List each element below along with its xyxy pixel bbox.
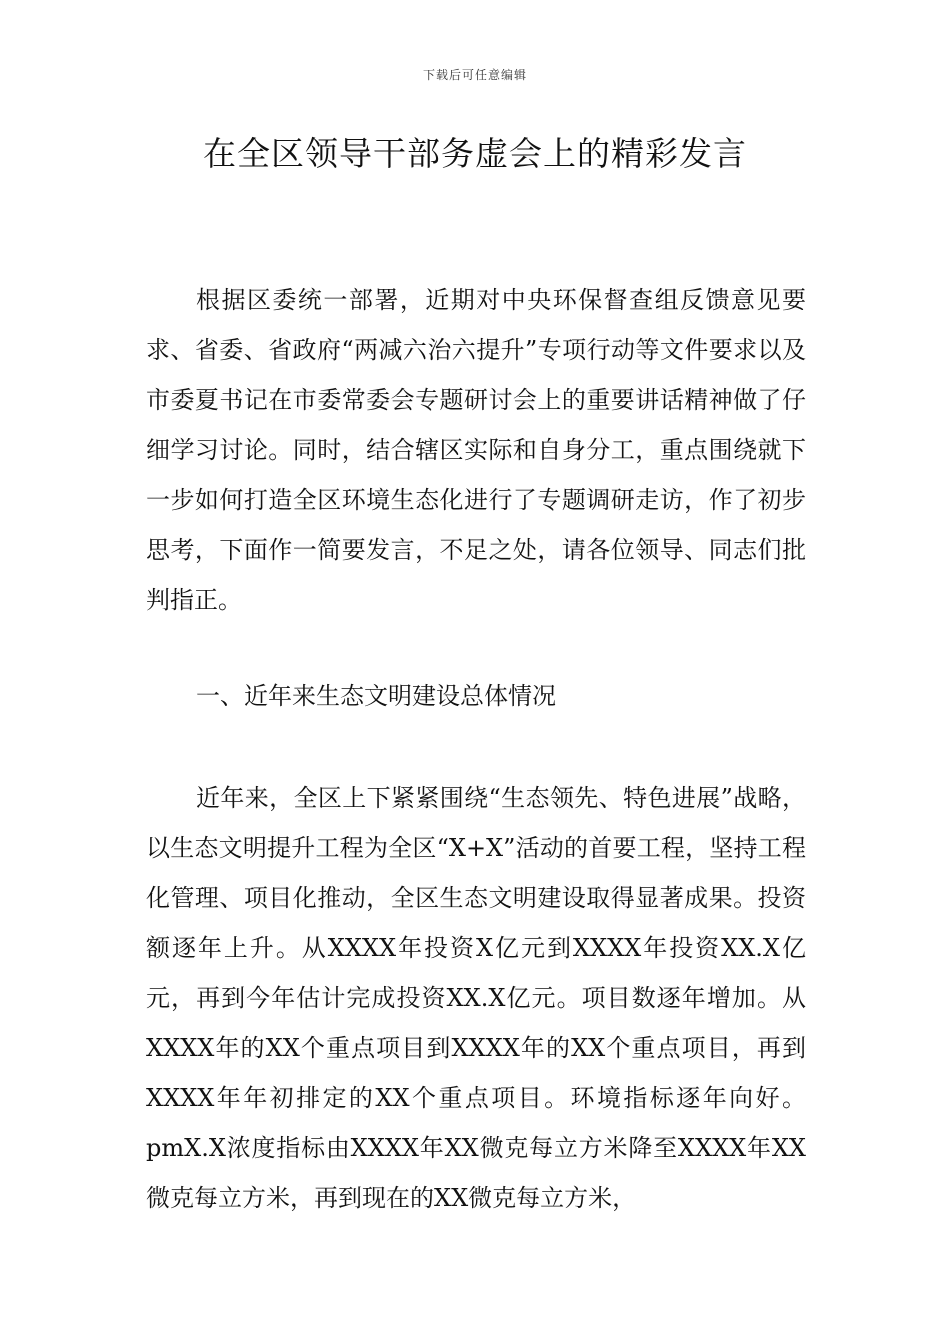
section-heading: 一、近年来生态文明建设总体情况 — [196, 682, 556, 710]
document-title: 在全区领导干部务虚会上的精彩发言 — [203, 134, 747, 173]
header-note: 下载后可任意编辑 — [422, 68, 527, 82]
section-paragraph: 近年来，全区上下紧紧围绕“生态领先、特色进展”战略，以生态文明提升工程为全区“X+X”活动的首要工程，坚持工程化管理、项目化推动，全区生态文明建设取得显著成果。投资额逐年上升。从XXXX年投资X亿元到XXXX年投资XX.X亿元，再到今年估计完成投资XX.X亿元。项目数逐年增加。从XXXX年的XX个重点项目到XXXX年的XX个重点项目，再到XXXX年年初排定的XX个重点项目。环境指标逐年向好。pmX.X浓度指标由XXXX年XX微克每立方米降至XXXX年XX微克每立方米，再到现在的XX微克每立方米， — [146, 784, 806, 1212]
intro-paragraph: 根据区委统一部署，近期对中央环保督查组反馈意见要求、省委、省政府“两减六治六提升”专项行动等文件要求以及市委夏书记在市委常委会专题研讨会上的重要讲话精神做了仔细学习讨论。同时，结合辖区实际和自身分工，重点围绕就下一步如何打造全区环境生态化进行了专题调研走访，作了初步思考，下面作一简要发言，不足之处，请各位领导、同志们批判指正。 — [146, 286, 806, 614]
